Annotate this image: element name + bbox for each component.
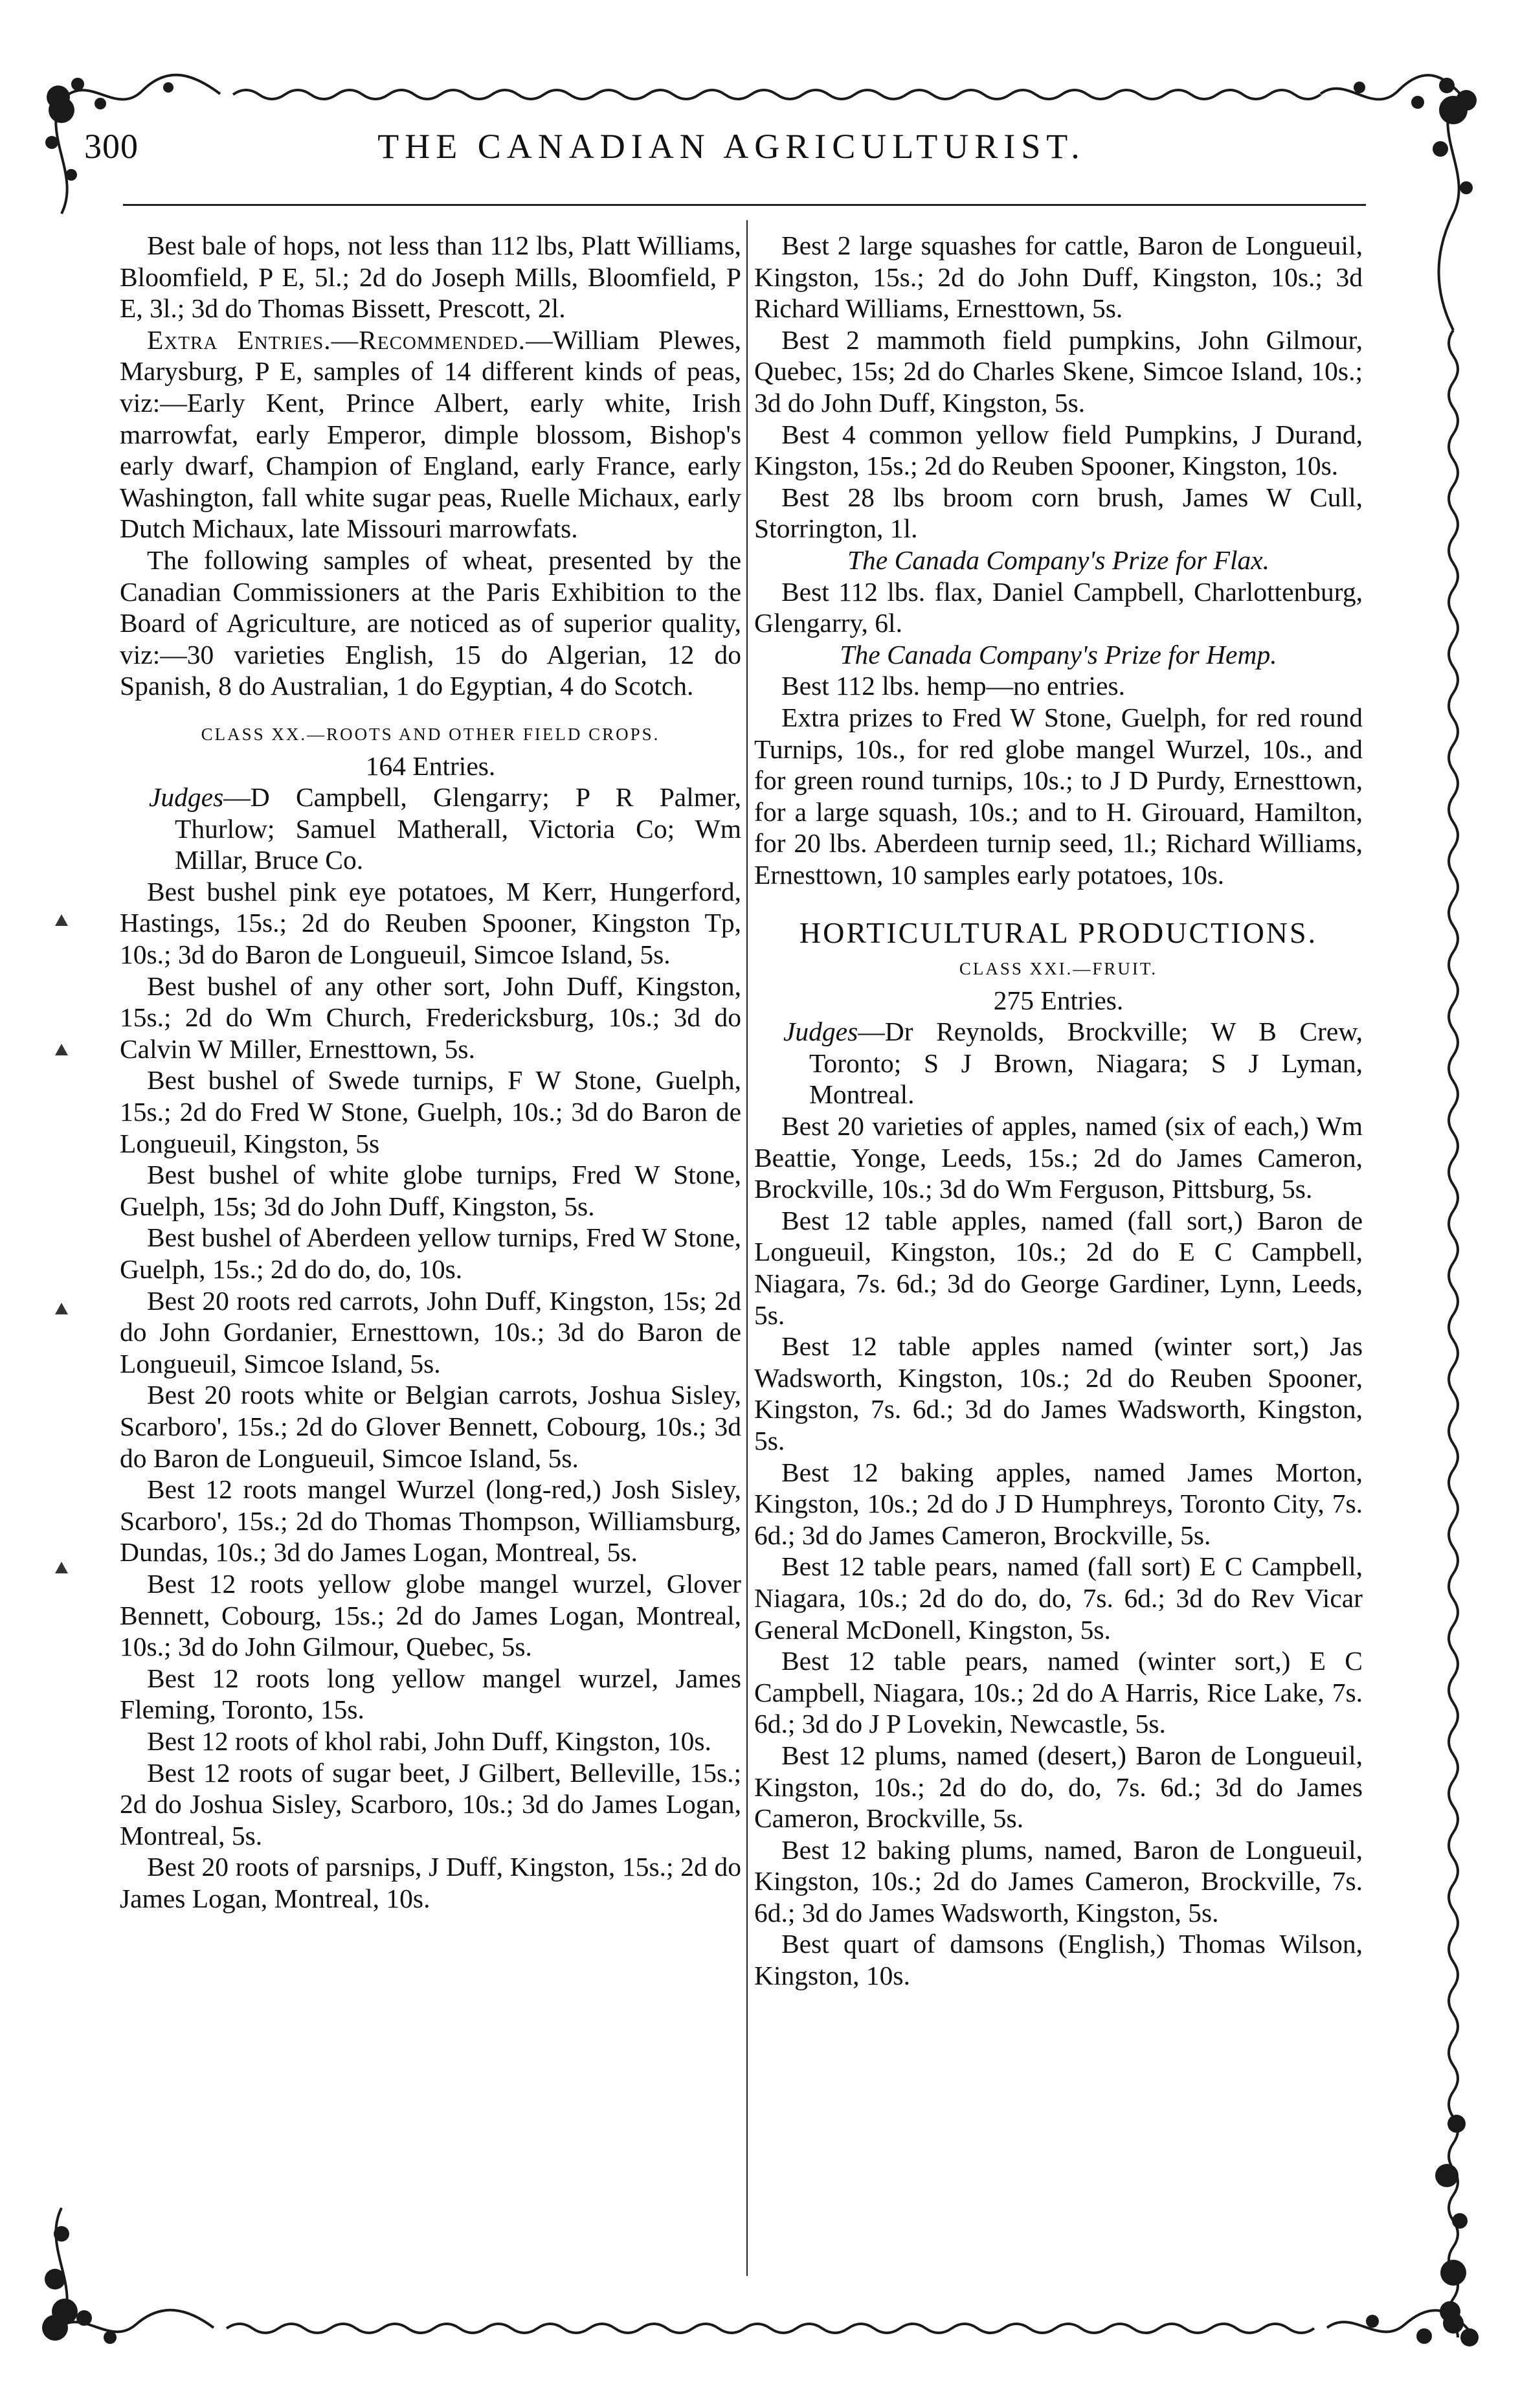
paragraph: Best 12 roots of sugar beet, J Gilbert, Belleville, 15s.; 2d do Joshua Sisley, Scarboro, 10s.; 3d do James Logan, Montreal, 5s. [120,1757,741,1851]
paragraph: Best 20 roots red carrots, John Duff, Kingston, 15s; 2d do John Gordanier, Ernesttown, 10s.; 3d do Baron de Longueuil, Simcoe Island, 5s. [120,1285,741,1378]
extra-entries-text: —William Plewes, Marysburg, P E, samples of 14 different kinds of peas, viz:—Early Kent, Prince Albert, early white, Irish marrowfat, early Emperor, dimple blossom, Bishop's early dwarf, Champion of England, early France, early Washington, fall white sugar peas, Ruelle Michaux, early Dutch Michaux, late Missouri marrowfats. [120,324,741,544]
paragraph: Best 20 roots white or Belgian carrots, Joshua Sisley, Scarboro', 15s.; 2d do Glover Bennett, Cobourg, 10s.; 3d do Baron de Longueuil, Simcoe Island, 5s. [120,1380,741,1473]
paragraph: Best bale of hops, not less than 112 lbs, Platt Williams, Bloomfield, P E, 5l.; 2d do Joseph Mills, Bloomfield, P E, 3l.; 3d do Thomas Bissett, Prescott, 2l. [120,231,741,324]
class-heading: CLASS XX.—ROOTS AND OTHER FIELD CROPS. [201,724,660,744]
paragraph: Best 12 roots mangel Wurzel (long-red,) Josh Sisley, Scarboro', 15s.; 2d do Thomas Thompson, Williamsburg, Dundas, 10s.; 3d do James Logan, Montreal, 5s. [120,1474,741,1568]
paragraph: Best 28 lbs broom corn brush, James W Cull, Storrington, 1l. [754,482,1363,544]
entries-count: 164 Entries. [365,750,496,781]
paragraph: Best 12 plums, named (desert,) Baron de Longueuil, Kingston, 10s.; 2d do do, do, 7s. 6d.; 3d do James Cameron, Brockville, 5s. [754,1740,1363,1834]
paragraph: Best 12 baking plums, named, Baron de Longueuil, Kingston, 10s.; 2d do James Cameron, Brockville, 7s. 6d.; 3d do James Wadsworth, Kingston, 5s. [754,1834,1363,1928]
ornament-bottom-border-icon [39,2305,1482,2350]
paragraph: Extra prizes to Fred W Stone, Guelph, for red round Turnips, 10s., for red globe mangel Wurzel, 10s., and for green round turnips, 10s.; to J D Purdy, Ernesttown, for a large squash, 10s.; and to H. Girouard, Hamilton, for 20 lbs. Aberdeen turnip seed, 1l.; Richard Williams, Ernesttown, 10 samples early potatoes, 10s. [754,702,1363,890]
paragraph: Best bushel pink eye potatoes, M Kerr, Hungerford, Hastings, 15s.; 2d do Reuben Spooner, Kingston Tp, 10s.; 3d do Baron de Longueuil, Simcoe Island, 5s. [120,876,741,970]
header-rule [123,204,1366,206]
judges-list: —Dr Reynolds, Brockville; W B Crew, Toronto; S J Brown, Niagara; S J Lyman, Montreal. [809,1017,1363,1110]
paragraph: Best quart of damsons (English,) Thomas Wilson, Kingston, 10s. [754,1929,1363,1991]
paragraph: Best bushel of Swede turnips, F W Stone, Guelph, 15s.; 2d do Fred W Stone, Guelph, 10s.; 3d do Baron de Longueuil, Kingston, 5s [120,1065,741,1158]
paragraph: Best 12 baking apples, named James Morton, Kingston, 10s.; 2d do J D Humphreys, Toronto City, 7s. 6d.; 3d do James Cameron, Brockville, 5s. [754,1457,1363,1550]
ornament-left-border-icon [36,84,87,2337]
paragraph: Best 12 table pears, named (winter sort,) E C Campbell, Niagara, 10s.; 2d do A Harris, Rice Lake, 7s. 6d.; 3d do J P Lovekin, Newcastle, 5s. [754,1646,1363,1739]
judges-list: —D Campbell, Glengarry; P R Palmer, Thurlow; Samuel Matherall, Victoria Co; Wm Millar, Bruce Co. [175,782,741,875]
section-heading: HORTICULTURAL PRODUCTIONS. [799,916,1318,950]
hemp-prize-heading: The Canada Company's Prize for Hemp. [840,639,1277,670]
ornament-right-border-icon [1421,84,1486,2337]
class-heading: CLASS XXI.—FRUIT. [959,959,1158,979]
paragraph: Best 12 roots of khol rabi, John Duff, Kingston, 10s. [147,1726,711,1756]
paragraph: Best bushel of Aberdeen yellow turnips, Fred W Stone, Guelph, 15s.; 2d do do, do, 10s. [120,1222,741,1284]
page-number: 300 [84,127,139,166]
paragraph: Best 12 roots yellow globe mangel wurzel, Glover Bennett, Cobourg, 15s.; 2d do James Logan, Montreal, 10s.; 3d do John Gilmour, Quebec, 5s. [120,1568,741,1662]
judges-label: Judges [149,782,224,813]
running-title: THE CANADIAN AGRICULTURIST. [377,127,1086,166]
ornament-top-border-icon [39,71,1482,117]
paragraph: Best bushel of white globe turnips, Fred W Stone, Guelph, 15s; 3d do John Duff, Kingston, 5s. [120,1160,741,1221]
paragraph: Best 2 mammoth field pumpkins, John Gilmour, Quebec, 15s; 2d do Charles Skene, Simcoe Island, 10s.; 3d do John Duff, Kingston, 5s. [754,324,1363,418]
flax-prize-heading: The Canada Company's Prize for Flax. [847,545,1270,575]
paragraph: Best 12 roots long yellow mangel wurzel, James Fleming, Toronto, 15s. [120,1663,741,1725]
page-header [84,126,1379,185]
column-divider [746,220,748,2276]
left-column [120,230,741,1914]
paragraph: Best 112 lbs. flax, Daniel Campbell, Charlottenburg, Glengarry, 6l. [754,576,1363,638]
paragraph: Best 20 roots of parsnips, J Duff, Kingston, 15s.; 2d do James Logan, Montreal, 10s. [120,1852,741,1913]
paragraph: The following samples of wheat, presented by the Canadian Commissioners at the Paris Exhibition to the Board of Agriculture, are noticed as of superior quality, viz:—30 varieties English, 15 do Algerian, 12 do Spanish, 8 do Australian, 1 do Egyptian, 4 do Scotch. [120,545,741,701]
paragraph: Best 12 table pears, named (fall sort) E C Campbell, Niagara, 10s.; 2d do do, do, 7s. 6d.; 3d do Rev Vicar General McDonell, Kingston, 5s. [754,1551,1363,1645]
paragraph: Best 2 large squashes for cattle, Baron de Longueuil, Kingston, 15s.; 2d do John Duff, Kingston, 10s.; 3d Richard Williams, Ernesttown, 5s. [754,231,1363,324]
paragraph: Best 4 common yellow field Pumpkins, J Durand, Kingston, 15s.; 2d do Reuben Spooner, Kingston, 10s. [754,419,1363,481]
paragraph: Best 12 table apples, named (fall sort,) Baron de Longueuil, Kingston, 10s.; 2d do E C Campbell, Niagara, 7s. 6d.; 3d do George Gardiner, Lynn, Leeds, 5s. [754,1205,1363,1330]
paragraph: Best bushel of any other sort, John Duff, Kingston, 15s.; 2d do Wm Church, Fredericksburg, 10s.; 3d do Calvin W Miller, Ernesttown, 5s. [120,971,741,1064]
paragraph: Best 20 varieties of apples, named (six of each,) Wm Beattie, Yonge, Leeds, 15s.; 2d do James Cameron, Brockville, 10s.; 3d do Wm Ferguson, Pittsburg, 5s. [754,1111,1363,1204]
paragraph: Best 112 lbs. hemp—no entries. [781,671,1125,701]
right-column [754,230,1363,1992]
judges-label: Judges [783,1017,858,1047]
extra-entries-lead: Extra Entries.—Recommended. [147,324,526,355]
entries-count: 275 Entries. [993,985,1124,1015]
judges-paragraph [120,782,741,876]
paragraph: Best 12 table apples named (winter sort,) Jas Wadsworth, Kingston, 10s.; 2d do Reuben Spooner, Kingston, 7s. 6d.; 3d do James Wadsworth, Kingston, 5s. [754,1331,1363,1456]
judges-paragraph [754,1016,1363,1110]
extra-entries-paragraph [120,324,741,545]
